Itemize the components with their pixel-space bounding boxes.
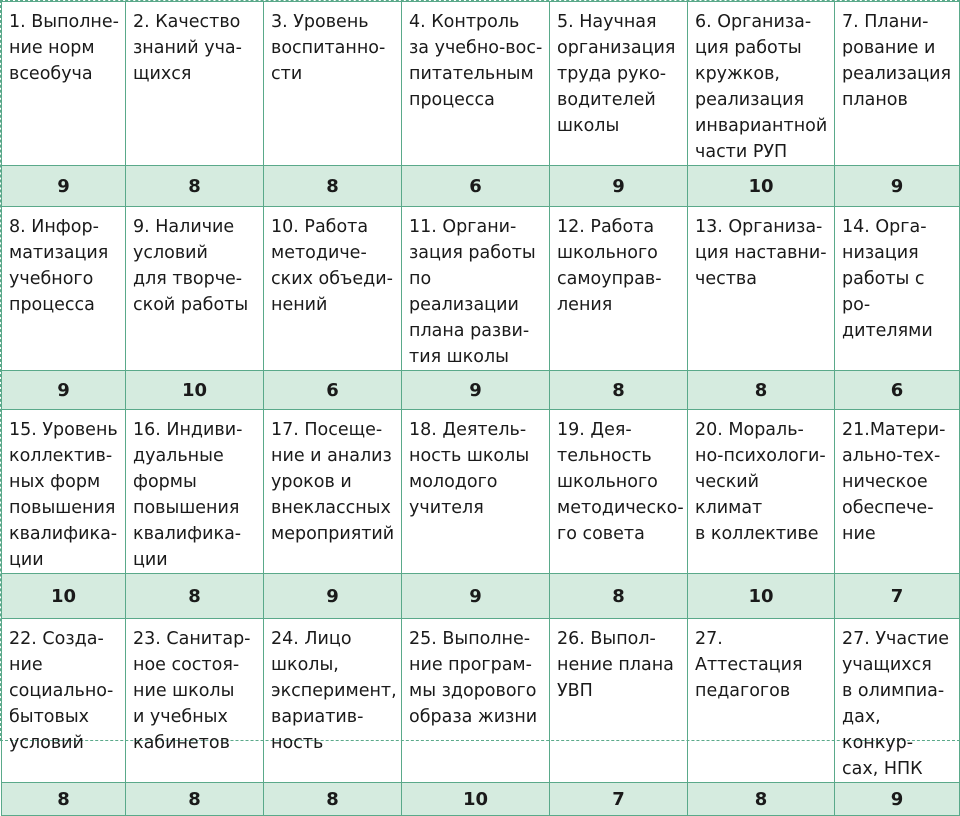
score-cell: 6 (835, 371, 960, 410)
criterion-cell (264, 2, 402, 166)
criterion-cell (835, 410, 960, 574)
score-cell: 9 (550, 166, 688, 207)
criterion-label: 16. Индиви- дуальные формы повышения квалифика- ции (133, 420, 243, 570)
criterion-label: 4. Контроль за учебно-вос- питательным процесса (409, 12, 543, 110)
criterion-cell (835, 619, 960, 783)
score-cell: 6 (264, 371, 402, 410)
score-cell: 8 (126, 574, 264, 619)
criterion-label: 15. Уровень коллектив- ных форм повышения квалифика- ции (9, 420, 118, 570)
criteria-row (2, 207, 960, 371)
score-row (2, 371, 960, 410)
criterion-cell (126, 2, 264, 166)
score-cell: 10 (2, 574, 126, 619)
criterion-cell (550, 619, 688, 783)
score-cell: 8 (688, 371, 835, 410)
score-cell: 10 (688, 166, 835, 207)
criterion-label: 12. Работа школьного самоуправ- ления (557, 217, 662, 315)
criterion-cell (402, 410, 550, 574)
criterion-cell (688, 410, 835, 574)
criterion-label: 14. Орга- низация работы с ро- дителями (842, 217, 933, 341)
score-cell: 9 (835, 783, 960, 816)
score-cell: 8 (264, 783, 402, 816)
criterion-cell (2, 410, 126, 574)
criterion-label: 22. Созда- ние социально- бытовых условий (9, 629, 114, 753)
criterion-label: 23. Санитар- ное состоя- ние школы и учебных кабинетов (133, 629, 251, 753)
score-cell: 7 (550, 783, 688, 816)
criterion-cell (835, 2, 960, 166)
criterion-cell (688, 619, 835, 783)
score-cell: 9 (2, 166, 126, 207)
criterion-label: 27. Аттестация педагогов (695, 629, 803, 701)
score-cell: 9 (402, 371, 550, 410)
criterion-cell (126, 619, 264, 783)
score-cell: 9 (2, 371, 126, 410)
criteria-row (2, 410, 960, 574)
score-cell: 7 (835, 574, 960, 619)
criterion-label: 1. Выполне- ние норм всеобуча (9, 12, 119, 84)
criterion-cell (264, 410, 402, 574)
score-row (2, 574, 960, 619)
criterion-label: 2. Качество знаний уча- щихся (133, 12, 242, 84)
criterion-cell (126, 410, 264, 574)
criterion-label: 3. Уровень воспитанно- сти (271, 12, 386, 84)
score-cell: 8 (126, 166, 264, 207)
score-cell: 9 (402, 574, 550, 619)
criterion-cell (688, 2, 835, 166)
criterion-cell (2, 2, 126, 166)
criterion-cell (402, 619, 550, 783)
score-cell: 8 (264, 166, 402, 207)
score-cell: 8 (2, 783, 126, 816)
criterion-label: 27. Участие учащихся в олимпиа- дах, конкур- сах, НПК (842, 629, 950, 779)
score-cell: 10 (126, 371, 264, 410)
criteria-table (1, 1, 960, 816)
criterion-label: 6. Организа- ция работы кружков, реализация инвариантной части РУП (695, 12, 828, 162)
criterion-label: 7. Плани- рование и реализация планов (842, 12, 951, 110)
criterion-cell (550, 207, 688, 371)
score-cell: 8 (688, 783, 835, 816)
score-cell: 9 (835, 166, 960, 207)
criterion-label: 9. Наличие условий для творче- ской работы (133, 217, 249, 315)
criterion-cell (688, 207, 835, 371)
score-cell: 6 (402, 166, 550, 207)
criterion-label: 25. Выполне- ние програм- мы здорового образа жизни (409, 629, 538, 727)
score-cell: 10 (688, 574, 835, 619)
score-cell: 9 (264, 574, 402, 619)
score-cell: 10 (402, 783, 550, 816)
criterion-cell (550, 410, 688, 574)
criterion-label: 24. Лицо школы, эксперимент, вариатив- ность (271, 629, 397, 753)
score-cell: 8 (550, 371, 688, 410)
criterion-label: 26. Выпол- нение плана УВП (557, 629, 674, 701)
criterion-cell (126, 207, 264, 371)
criterion-cell (402, 2, 550, 166)
criterion-label: 21.Матери- ально-тех- ническое обеспече- ние (842, 420, 946, 544)
criterion-cell (264, 619, 402, 783)
criterion-cell (835, 207, 960, 371)
score-row (2, 783, 960, 816)
score-row (2, 166, 960, 207)
criterion-label: 10. Работа методиче- ских объеди- нений (271, 217, 393, 315)
criterion-label: 5. Научная организация труда руко- водителей школы (557, 12, 676, 136)
score-cell: 8 (550, 574, 688, 619)
criterion-cell (2, 207, 126, 371)
score-cell: 8 (126, 783, 264, 816)
criterion-cell (550, 2, 688, 166)
criterion-label: 18. Деятель- ность школы молодого учителя (409, 420, 530, 518)
criteria-row (2, 2, 960, 166)
criterion-cell (402, 207, 550, 371)
criteria-row (2, 619, 960, 783)
criterion-label: 17. Посеще- ние и анализ уроков и внеклассных мероприятий (271, 420, 395, 544)
criterion-label: 13. Организа- ция наставни- чества (695, 217, 827, 289)
criterion-label: 19. Дея- тельность школьного методическо- го совета (557, 420, 684, 544)
criterion-label: 11. Органи- зация работы по реализации плана разви- тия школы (409, 217, 536, 367)
criterion-label: 20. Мораль- но-психологи- ческий климат в коллективе (695, 420, 826, 544)
criterion-cell (264, 207, 402, 371)
criterion-label: 8. Инфор- матизация учебного процесса (9, 217, 109, 315)
criterion-cell (2, 619, 126, 783)
